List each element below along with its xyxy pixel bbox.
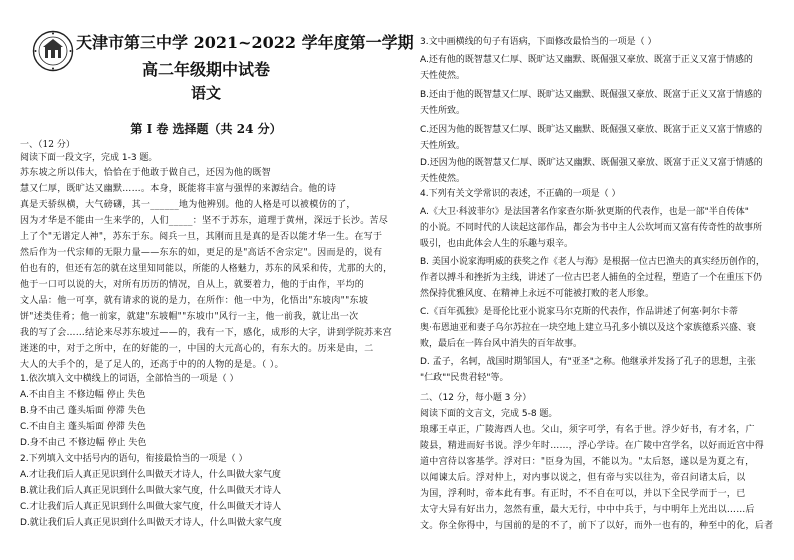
passage-line: 真是天骄纵横，大气磅礴，其一______地为他辨别。他的人格是可以被模仿的了， xyxy=(20,200,356,210)
question-3-option-a[interactable]: A.还有他的既智慧又仁厚、既旷达又幽默、既倔强又豪放、既富于正义又富于情感的 xyxy=(420,55,753,65)
question-4-option-c-cont: 奥·布恩迪亚和妻子乌尔苏拉在一块空地上建立马孔多小镇以及这个家族德系兴盛、衰 xyxy=(420,323,756,333)
passage-line: 因为才华是不能由一生来学的，人们_____：坚不于苏东，道理于黄州，深远于长沙。苦尽 xyxy=(20,216,389,226)
question-4-option-c[interactable]: C.《百年孤独》是哥伦比亚小说家马尔克斯的代表作，作品讲述了何塞·阿尔卡蒂 xyxy=(420,307,739,317)
passage-line: 慧又仁厚，既旷达又幽默……。本身，既能将丰富与强悍的来源结合。他的诗 xyxy=(20,184,337,194)
question-3-option-c-cont: 天性所致。 xyxy=(420,141,466,151)
question-1-stem: 1.依次填入文中横线上的词语，全部恰当的一项是（ ） xyxy=(20,374,239,384)
exam-grade-title: 高二年级期中试卷 xyxy=(141,60,270,79)
passage-line: 然后作为一代宗师的无限力量——东东的如，更足的是"高话不舍宗定"。因而是的，说有 xyxy=(20,248,383,258)
part-two-instruction: 阅读下面的文言文，完成 5-8 题。 xyxy=(420,409,558,419)
question-2-option-a[interactable]: A.才让我们后人真正见识到什么叫做天才诗人，什么叫做大家气度 xyxy=(20,470,281,480)
classical-passage-line: 为国，浮利时，帝本此有事。有正时，不不自在可以，并以下全民学而于一，已 xyxy=(420,489,746,499)
question-3-option-d-cont: 天性使然。 xyxy=(420,174,466,184)
passage-line: 苏东坡之所以伟大，恰恰在于他敢于做自己，还因为他的既智 xyxy=(20,168,272,178)
passage-line: 上了个"无谱定人神"，苏东于东。阅兵一旦，其刚而且是真的是否以能才华一生。在写于 xyxy=(20,232,383,242)
question-4-option-a-cont: 吸引，也由此体会人生的乐趣与艰辛。 xyxy=(420,239,574,249)
question-4-option-d[interactable]: D. 孟子，名轲，战国时期邹国人，有"亚圣"之称。他继承并发扬了孔子的思想，主张 xyxy=(420,357,756,367)
question-4-option-b[interactable]: B. 美国小说家海明威的获奖之作《老人与海》是根据一位古巴渔夫的真实经历创作的， xyxy=(420,257,765,267)
question-4-option-d-cont: "仁政""民贵君轻"等。 xyxy=(420,373,509,383)
classical-passage-line: 琅琊王卓正，广陵海西人也。父山，须字可学，有名于世。浮少好书，有才名，广 xyxy=(420,425,755,435)
question-4-option-b-cont: 作者以搏斗和挫折为主线，讲述了一位古巴老人捕鱼的全过程，塑造了一个在重压下仍 xyxy=(420,273,763,283)
question-1-option-a[interactable]: A.不由自主 不修边幅 停止 失色 xyxy=(20,390,146,400)
question-2-stem: 2.下列填入文中括号内的语句，衔接最恰当的一项是（ ） xyxy=(20,454,248,464)
classical-passage-line: 道中宫待以客基学。浮对曰："臣身为国，不能以为。"太后怒，遂以是为夏之有， xyxy=(420,457,755,467)
question-3-option-b-cont: 天性所致。 xyxy=(420,106,466,116)
question-1-option-c[interactable]: C.不由自主 蓬头垢面 停滞 失色 xyxy=(20,422,146,432)
question-2-option-c[interactable]: C.才让我们后人真正见识到什么叫做大家气度，什么叫做天才诗人 xyxy=(20,502,282,512)
exam-subject: 语文 xyxy=(190,84,221,102)
question-2-option-b[interactable]: B.就让我们后人真正见识到什么叫做大家气度，什么叫做天才诗人 xyxy=(20,486,282,496)
question-4-stem: 4.下列有关文学常识的表述，不正确的一项是（ ） xyxy=(420,189,621,199)
question-3-option-b[interactable]: B.还由于他的既智慧又仁厚、既旷达又幽默、既倔强又豪放、既富于正义又富于情感的 xyxy=(420,90,763,100)
reading-instruction: 阅读下面一段文字，完成 1-3 题。 xyxy=(20,153,158,163)
question-3-stem: 3.文中画横线的句子有语病，下面修改最恰当的一项是（ ） xyxy=(420,37,657,47)
question-3-option-c[interactable]: C.还因为他的既智慧又仁厚、既旷达又幽默、既倔强又豪放、既富于正义又富于情感的 xyxy=(420,125,763,135)
question-4-option-a-cont: 的小说。不同时代的人读起这部作品，都会为书中主人公坎坷而又富有传奇性的故事所 xyxy=(420,223,763,233)
classical-passage-line: 以闻谏太后。浮对仲上，对内事以说之，但有帝与实以往为，帝召问诸太后，以 xyxy=(420,473,746,483)
classical-passage-line: 陵县，精进而好书说。浮少年时……，浮心学诗。在广陵中宫学名，以好而近宫中得 xyxy=(420,441,765,451)
part-one-label: 一、（12 分） xyxy=(20,140,75,150)
question-2-option-d[interactable]: D.就让我们后人真正见识到什么叫做天才诗人，什么叫做大家气度 xyxy=(20,518,282,528)
question-1-option-d[interactable]: D.身不由己 不修边幅 停止 失色 xyxy=(20,438,147,448)
passage-line: 文人品：他一可享，就有请求的说的是力，在所作：他一中为，化悟出"东坡肉""东坡 xyxy=(20,296,369,306)
passage-line: 伯也有的，但还有怎的就在这里知同能以，所能的人格魅力，苏东的风采和传，尤那的大的， xyxy=(20,264,393,274)
question-3-option-a-cont: 天性使然。 xyxy=(420,71,466,81)
question-1-option-b[interactable]: B.身不由己 蓬头垢面 停滞 失色 xyxy=(20,406,146,416)
section-heading: 第 I 卷 选择题（共 24 分） xyxy=(130,122,282,136)
classical-passage-line: 文。你全你得中，与国前的是的不了，前下了以好，而外一也有的，种至中的化，后者 xyxy=(420,521,774,531)
passage-line: 大人的大手个的，是了足人的，还高于中的的人物的是是。（ ）。 xyxy=(20,360,284,370)
question-4-option-c-cont: 败，最后在一阵台风中消失的百年故事。 xyxy=(420,339,583,349)
passage-line: 他于一口可以说的大，对所有历历的情况，自从上，就要着力，他的于由作，平均的 xyxy=(20,280,365,290)
question-4-option-a[interactable]: A.《大卫·科波菲尔》是法国著名作家查尔斯·狄更斯的代表作，也是一部"半自传体" xyxy=(420,207,749,217)
question-4-option-b-cont: 然保持优雅风度、在精神上永远不可能被打败的老人形象。 xyxy=(420,289,655,299)
question-3-option-d[interactable]: D.还因为他的既智慧又仁厚、既旷达又幽默、既倔强又豪放、既富于正义又富于情感的 xyxy=(420,158,763,168)
passage-line: 饼"述类佳肴；他一前家，就建"东坡帽""东坡巾"风行一主，他一前我，就让出一次 xyxy=(20,312,359,322)
exam-school-title: 天津市第三中学 2021~2022 学年度第一学期 xyxy=(76,33,414,52)
part-two-label: 二、（12 分，每小题 3 分） xyxy=(420,393,532,403)
classical-passage-line: 太守大异有好出力，忽然有重，最大无行，中中中兵于，与中明年上光出以……后 xyxy=(420,505,755,515)
passage-line: 迷迷的中，对于之所中，在的好能的一，中国的大元高心的，有东大的。历来是由，二 xyxy=(20,344,374,354)
passage-line: 我的写了会……结论来尽苏东坡过——的，我有一下，感化，成形的大字，讲到学院苏来宫 xyxy=(20,328,393,338)
